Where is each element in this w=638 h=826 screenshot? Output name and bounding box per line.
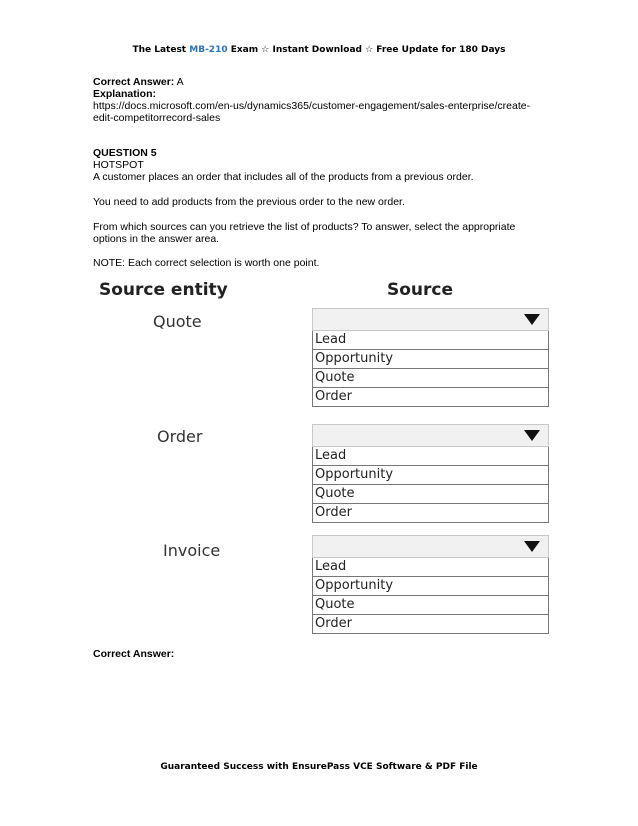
- dropdown-options: [312, 558, 549, 634]
- dropdown-header[interactable]: [312, 308, 549, 331]
- option-opportunity[interactable]: Opportunity: [313, 576, 548, 595]
- question-text-3-cont: options in the answer area.: [93, 233, 220, 245]
- note-block: [93, 257, 543, 269]
- source-dropdown-quote[interactable]: [312, 308, 549, 407]
- entity-order: Order: [157, 427, 203, 446]
- option-order[interactable]: Order: [313, 503, 548, 522]
- question-text-1: A customer places an order that includes all of the products from a previous order.: [93, 171, 474, 183]
- col-source-entity-header: Source entity: [99, 280, 228, 300]
- dropdown-header[interactable]: [312, 424, 549, 447]
- option-lead[interactable]: Lead: [315, 559, 347, 574]
- hotspot-figure: [93, 276, 548, 636]
- question-text-3-block: [93, 221, 543, 245]
- explanation-url: https://docs.microsoft.com/en-us/dynamics365/customer-engagement/sales-enterprise/create-: [93, 100, 531, 112]
- question-title: QUESTION 5: [93, 147, 157, 159]
- question-type: HOTSPOT: [93, 159, 144, 171]
- entity-invoice: Invoice: [163, 541, 221, 560]
- triangle-down-icon[interactable]: [524, 430, 540, 441]
- header-suffix: Exam ☆ Instant Download ☆ Free Update for 180 Days: [227, 45, 506, 55]
- correct-answer-heading: Correct Answer:: [93, 648, 175, 660]
- question-block: [93, 147, 543, 183]
- dropdown-header[interactable]: [312, 535, 549, 558]
- option-order[interactable]: Order: [313, 614, 548, 633]
- option-lead[interactable]: Lead: [315, 448, 347, 463]
- option-quote[interactable]: Quote: [313, 368, 548, 387]
- dropdown-options: [312, 447, 549, 523]
- source-dropdown-order[interactable]: [312, 424, 549, 523]
- question-text-2: You need to add products from the previous order to the new order.: [93, 196, 405, 208]
- dropdown-options: [312, 331, 549, 407]
- source-dropdown-invoice[interactable]: [312, 535, 549, 634]
- exam-code: MB-210: [189, 45, 228, 55]
- entity-quote: Quote: [153, 312, 202, 331]
- option-order[interactable]: Order: [313, 387, 548, 406]
- page-header: [0, 45, 638, 55]
- question-note: NOTE: Each correct selection is worth one point.: [93, 257, 320, 269]
- previous-answer-block: [93, 76, 543, 124]
- question-text-3: From which sources can you retrieve the list of products? To answer, select the appropriate: [93, 221, 516, 233]
- correct-answer-value: A: [174, 76, 184, 88]
- question-text-2-block: [93, 196, 543, 208]
- option-opportunity[interactable]: Opportunity: [313, 349, 548, 368]
- triangle-down-icon[interactable]: [524, 541, 540, 552]
- correct-answer-label: Correct Answer:: [93, 76, 175, 88]
- col-source-header: Source: [387, 280, 454, 300]
- option-lead[interactable]: Lead: [315, 332, 347, 347]
- option-opportunity[interactable]: Opportunity: [313, 465, 548, 484]
- explanation-label: Explanation:: [93, 88, 157, 100]
- explanation-url-cont: edit-competitorrecord-sales: [93, 112, 221, 124]
- header-prefix: The Latest: [132, 45, 190, 55]
- option-quote[interactable]: Quote: [313, 484, 548, 503]
- triangle-down-icon[interactable]: [524, 314, 540, 325]
- option-quote[interactable]: Quote: [313, 595, 548, 614]
- page-footer: Guaranteed Success with EnsurePass VCE Software & PDF File: [160, 762, 478, 772]
